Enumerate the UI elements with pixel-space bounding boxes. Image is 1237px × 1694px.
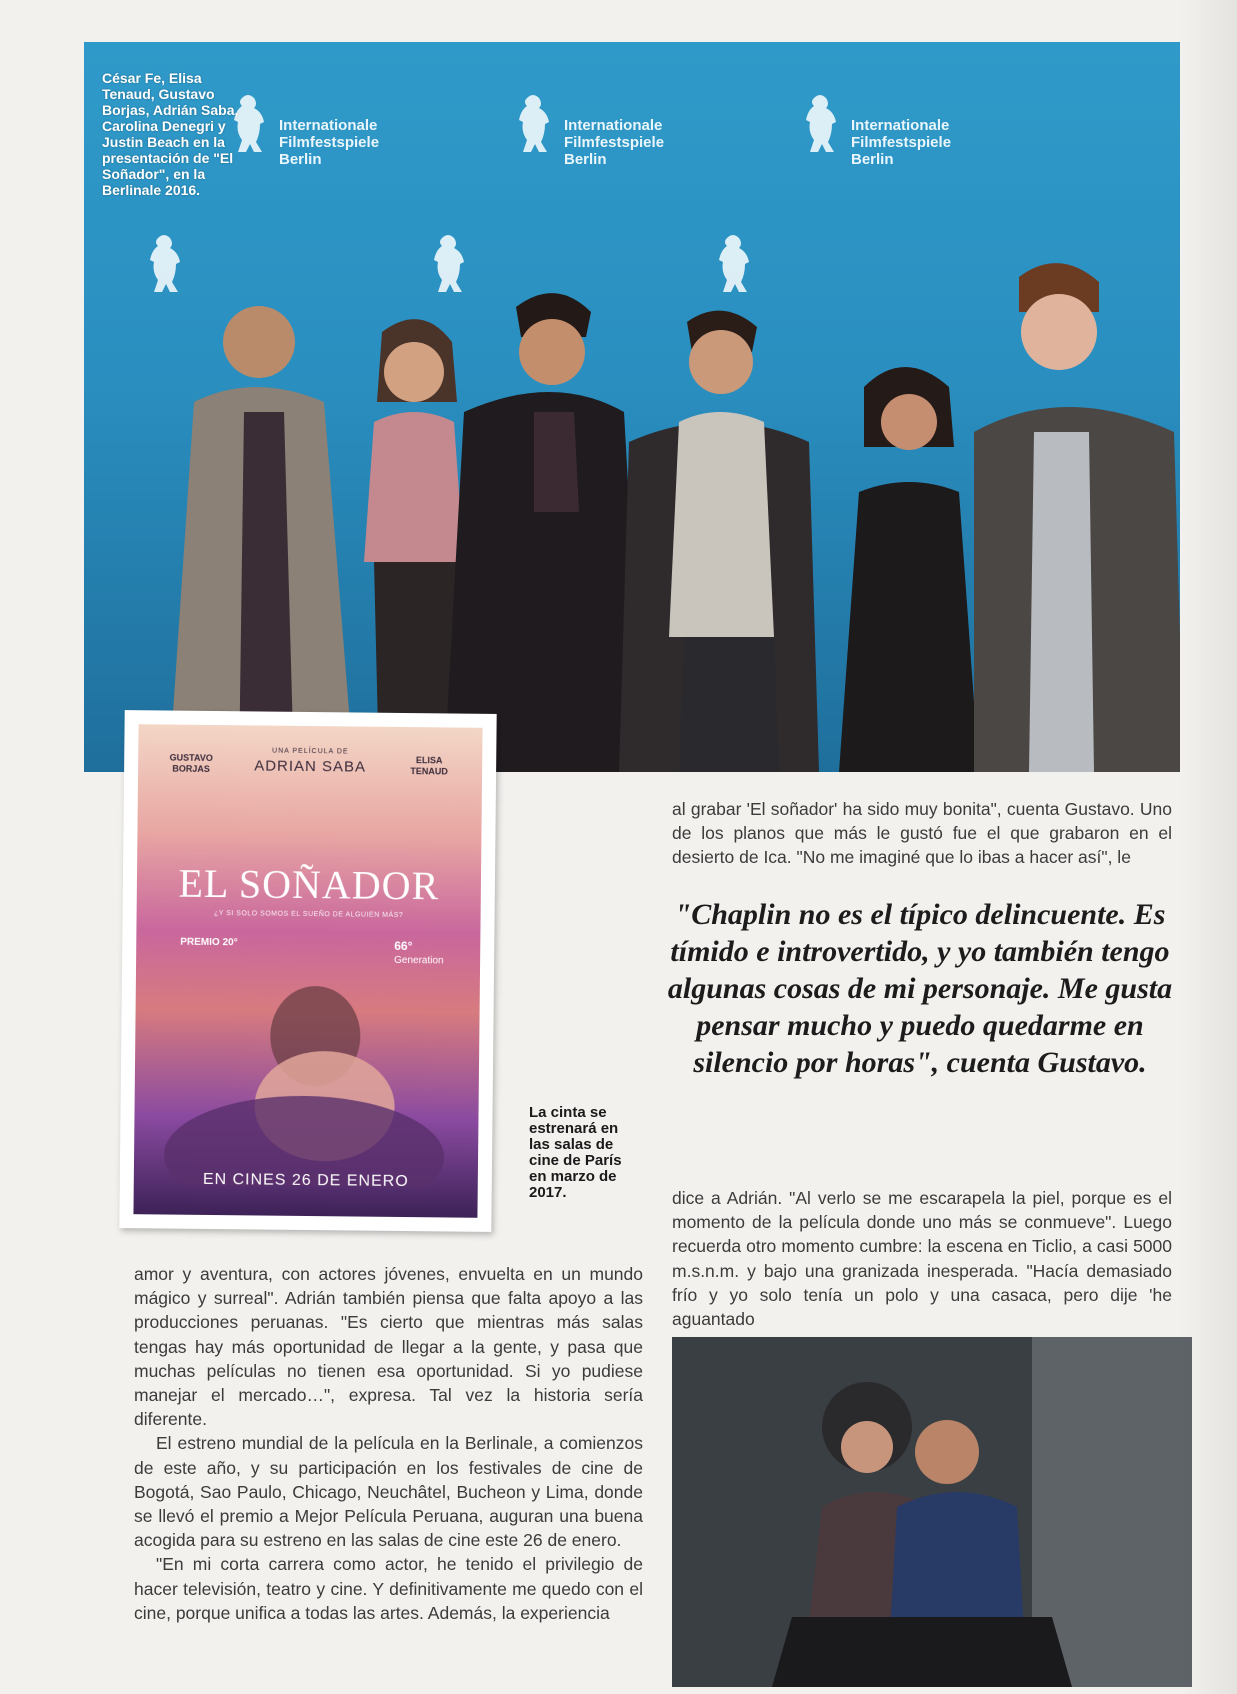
- motorcycle-scene: [672, 1337, 1192, 1687]
- person-cesar-fe: [169, 306, 354, 772]
- paragraph: dice a Adrián. "Al verlo se me escarapela la piel, porque es el momento de la película donde uno más se conmueve". Luego recuerda otro momento cumbre: la escena en Ticlio, a casi 5000 m.s.n.m. y bajo una granizada inesperada. "Hacía demasiado frío y yo solo tenía un polo y una casaca, pero dije 'he aguantado: [672, 1188, 1172, 1330]
- poster-director-tagline: UNA PELÍCULA DE: [272, 747, 349, 756]
- person-justin-beach: [974, 263, 1180, 772]
- poster-release-date: EN CINES 26 DE ENERO: [202, 1170, 409, 1191]
- movie-poster: [133, 724, 482, 1218]
- top-photo-caption: César Fe, Elisa Tenaud, Gustavo Borjas, Adrián Saba, Carolina Denegri y Justin Beach en la presentación de "El Soñador", en la Berlinale 2016.: [102, 70, 239, 198]
- poster-artwork: [134, 954, 480, 1188]
- right-column-top: [672, 797, 1172, 870]
- poster-director: ADRIAN SABA: [254, 757, 367, 776]
- backdrop-logo-text: Internationale Filmfestspiele Berlin: [564, 117, 665, 168]
- page-gutter-shadow: [1180, 0, 1237, 1694]
- person-adrian-saba: [619, 311, 819, 772]
- poster-award-right-number: 66°: [394, 938, 413, 954]
- movie-poster-card: [119, 710, 496, 1232]
- poster-caption: La cinta se estrenará en las salas de cine de París en marzo de 2017.: [529, 1104, 622, 1201]
- paragraph: amor y aventura, con actores jóvenes, envuelta en un mundo mágico y surreal". Adrián también piensa que falta apoyo a las producciones peruanas. "Es cierto que mientras más salas tengas hay más oportunidad de llegar a la gente, y pasa que muchas películas no tienen esa oportunidad. Si yo pudiese manejar el mercado…", expresa. Tal vez la historia sería diferente.: [134, 1264, 643, 1430]
- poster-award-left: PREMIO 20°: [180, 936, 238, 949]
- paragraph: El estreno mundial de la película en la Berlinale, a comienzos de este año, y su participación en los festivales de cine de Bogotá, Sao Paulo, Chicago, Neuchâtel, Bucheon y Lima, donde se llevó el premio a Mejor Película Peruana, auguran una buena acogida para su estreno en las salas de cine este 26 de enero.: [134, 1433, 643, 1551]
- poster-subtitle: ¿Y SI SOLO SOMOS EL SUEÑO DE ALGUIEN MÁS?: [213, 910, 404, 919]
- person-gustavo-borjas: [444, 293, 644, 772]
- group-photo-people: [84, 42, 1180, 772]
- right-column-middle: [672, 1186, 1172, 1331]
- paragraph: al grabar 'El soñador' ha sido muy bonita", cuenta Gustavo. Uno de los planos que más le gustó fue el que grabaron en el desierto de Ica. "No me imaginé que lo ibas a hacer así", le: [672, 799, 1172, 868]
- left-column: [134, 1262, 643, 1625]
- poster-award-right: Generation: [394, 954, 444, 967]
- poster-title: EL SOÑADOR: [178, 860, 440, 909]
- bottom-photo-motorcycle: [672, 1337, 1192, 1687]
- backdrop-logo-text: Internationale Filmfestspiele Berlin: [851, 117, 952, 168]
- poster-actor-left: GUSTAVO BORJAS: [169, 752, 213, 774]
- paragraph: "En mi corta carrera como actor, he tenido el privilegio de hacer televisión, teatro y cine. Y definitivamente me quedo con el cine, porque unifica a todas las artes. Además, la experiencia: [134, 1554, 643, 1623]
- backdrop-logo-text: Internationale Filmfestspiele Berlin: [279, 117, 380, 168]
- top-photo-berlinale: [84, 42, 1180, 772]
- poster-actor-right: ELISA TENAUD: [410, 755, 448, 777]
- pull-quote: "Chaplin no es el típico delincuente. Es tímido e introvertido, y yo también tengo algunas cosas de mi personaje. Me gusta pensar mucho y puedo quedarme en silencio por horas", cuenta Gustavo.: [667, 898, 1173, 1079]
- person-carolina-denegri: [839, 367, 979, 772]
